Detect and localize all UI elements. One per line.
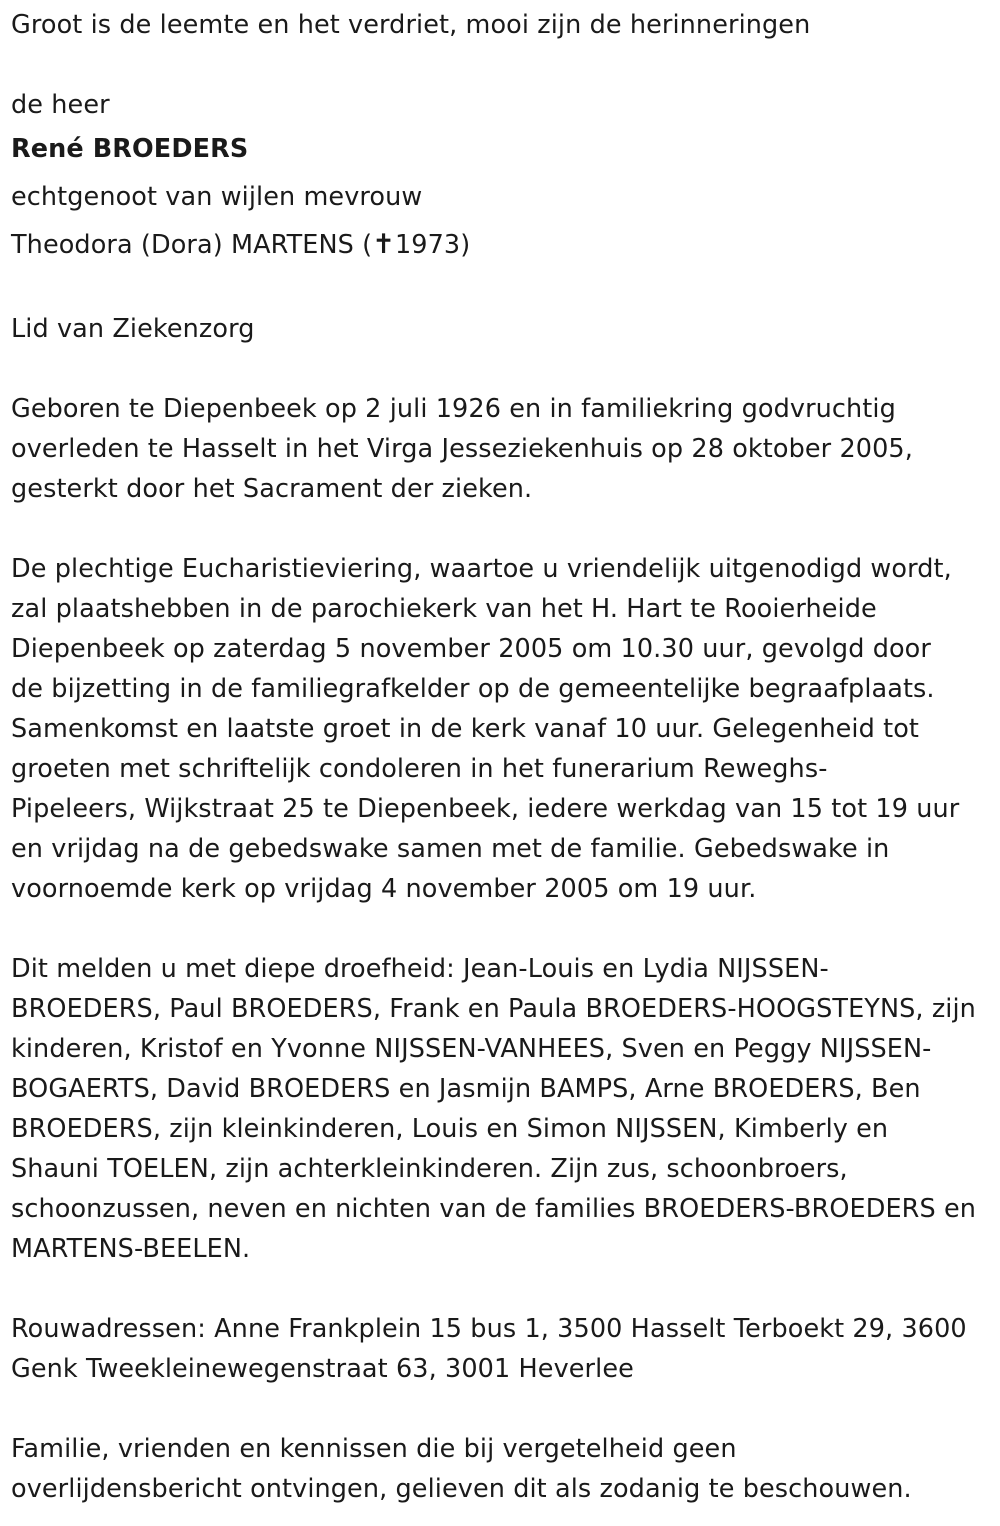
paragraph-line: De plechtige Eucharistieviering, waartoe u vriendelijk uitgenodigd wordt, bbox=[11, 554, 952, 584]
spacer bbox=[11, 1269, 996, 1309]
deceased-name: René BROEDERS bbox=[11, 134, 249, 164]
paragraph-line: BROEDERS, zijn kleinkinderen, Louis en Simon NIJSSEN, Kimberly en bbox=[11, 1114, 889, 1144]
birth-death-paragraph bbox=[11, 389, 996, 509]
paragraph-line: Rouwadressen: Anne Frankplein 15 bus 1, 3500 Hasselt Terboekt 29, 3600 bbox=[11, 1314, 967, 1344]
spacer bbox=[11, 349, 996, 389]
header-quote: Groot is de leemte en het verdriet, mooi zijn de herinneringen bbox=[11, 10, 811, 40]
paragraph-line: schoonzussen, neven en nichten van de families BROEDERS-BROEDERS en bbox=[11, 1194, 977, 1224]
paragraph-line: Familie, vrienden en kennissen die bij vergetelheid geen bbox=[11, 1434, 737, 1464]
paragraph-line: zal plaatshebben in de parochiekerk van het H. Hart te Rooierheide bbox=[11, 594, 877, 624]
spacer bbox=[11, 269, 996, 309]
spacer bbox=[11, 45, 996, 85]
paragraph-line: BOGAERTS, David BROEDERS en Jasmijn BAMPS, Arne BROEDERS, Ben bbox=[11, 1074, 921, 1104]
obituary-notice bbox=[11, 5, 996, 1509]
paragraph-line: overlijdensbericht ontvingen, gelieven dit als zodanig te beschouwen. bbox=[11, 1474, 912, 1504]
membership: Lid van Ziekenzorg bbox=[11, 314, 255, 344]
paragraph-line: Diepenbeek op zaterdag 5 november 2005 om 10.30 uur, gevolgd door bbox=[11, 634, 931, 664]
paragraph-line: MARTENS-BEELEN. bbox=[11, 1234, 251, 1264]
paragraph-line: Dit melden u met diepe droefheid: Jean-Louis en Lydia NIJSSEN- bbox=[11, 954, 829, 984]
paragraph-line: Geboren te Diepenbeek op 2 juli 1926 en in familiekring godvruchtig bbox=[11, 394, 896, 424]
spouse-line bbox=[11, 221, 996, 269]
spacer bbox=[11, 909, 996, 949]
paragraph-line: overleden te Hasselt in het Virga Jesseziekenhuis op 28 oktober 2005, bbox=[11, 434, 913, 464]
paragraph-line: BROEDERS, Paul BROEDERS, Frank en Paula BROEDERS-HOOGSTEYNS, zijn bbox=[11, 994, 976, 1024]
closing-paragraph bbox=[11, 1429, 996, 1509]
spouse-name: Theodora (Dora) MARTENS ( bbox=[11, 230, 373, 260]
paragraph-line: en vrijdag na de gebedswake samen met de familie. Gebedswake in bbox=[11, 834, 890, 864]
title-prefix: de heer bbox=[11, 90, 110, 120]
spouse-intro: echtgenoot van wijlen mevrouw bbox=[11, 182, 423, 212]
cross-icon: ✝ bbox=[372, 229, 395, 260]
paragraph-line: gesterkt door het Sacrament der zieken. bbox=[11, 474, 533, 504]
paragraph-line: Shauni TOELEN, zijn achterkleinkinderen. Zijn zus, schoonbroers, bbox=[11, 1154, 848, 1184]
paragraph-line: Genk Tweekleinewegenstraat 63, 3001 Heverlee bbox=[11, 1354, 634, 1384]
spouse-year: 1973) bbox=[394, 230, 471, 260]
family-paragraph bbox=[11, 949, 996, 1269]
paragraph-line: kinderen, Kristof en Yvonne NIJSSEN-VANHEES, Sven en Peggy NIJSSEN- bbox=[11, 1034, 932, 1064]
ceremony-paragraph bbox=[11, 549, 996, 909]
address-paragraph bbox=[11, 1309, 996, 1389]
spacer bbox=[11, 509, 996, 549]
paragraph-line: Pipeleers, Wijkstraat 25 te Diepenbeek, iedere werkdag van 15 tot 19 uur bbox=[11, 794, 960, 824]
paragraph-line: voornoemde kerk op vrijdag 4 november 2005 om 19 uur. bbox=[11, 874, 757, 904]
paragraph-line: de bijzetting in de familiegrafkelder op de gemeentelijke begraafplaats. bbox=[11, 674, 935, 704]
paragraph-line: Samenkomst en laatste groet in de kerk vanaf 10 uur. Gelegenheid tot bbox=[11, 714, 920, 744]
paragraph-line: groeten met schriftelijk condoleren in het funerarium Reweghs- bbox=[11, 754, 828, 784]
spacer bbox=[11, 1389, 996, 1429]
